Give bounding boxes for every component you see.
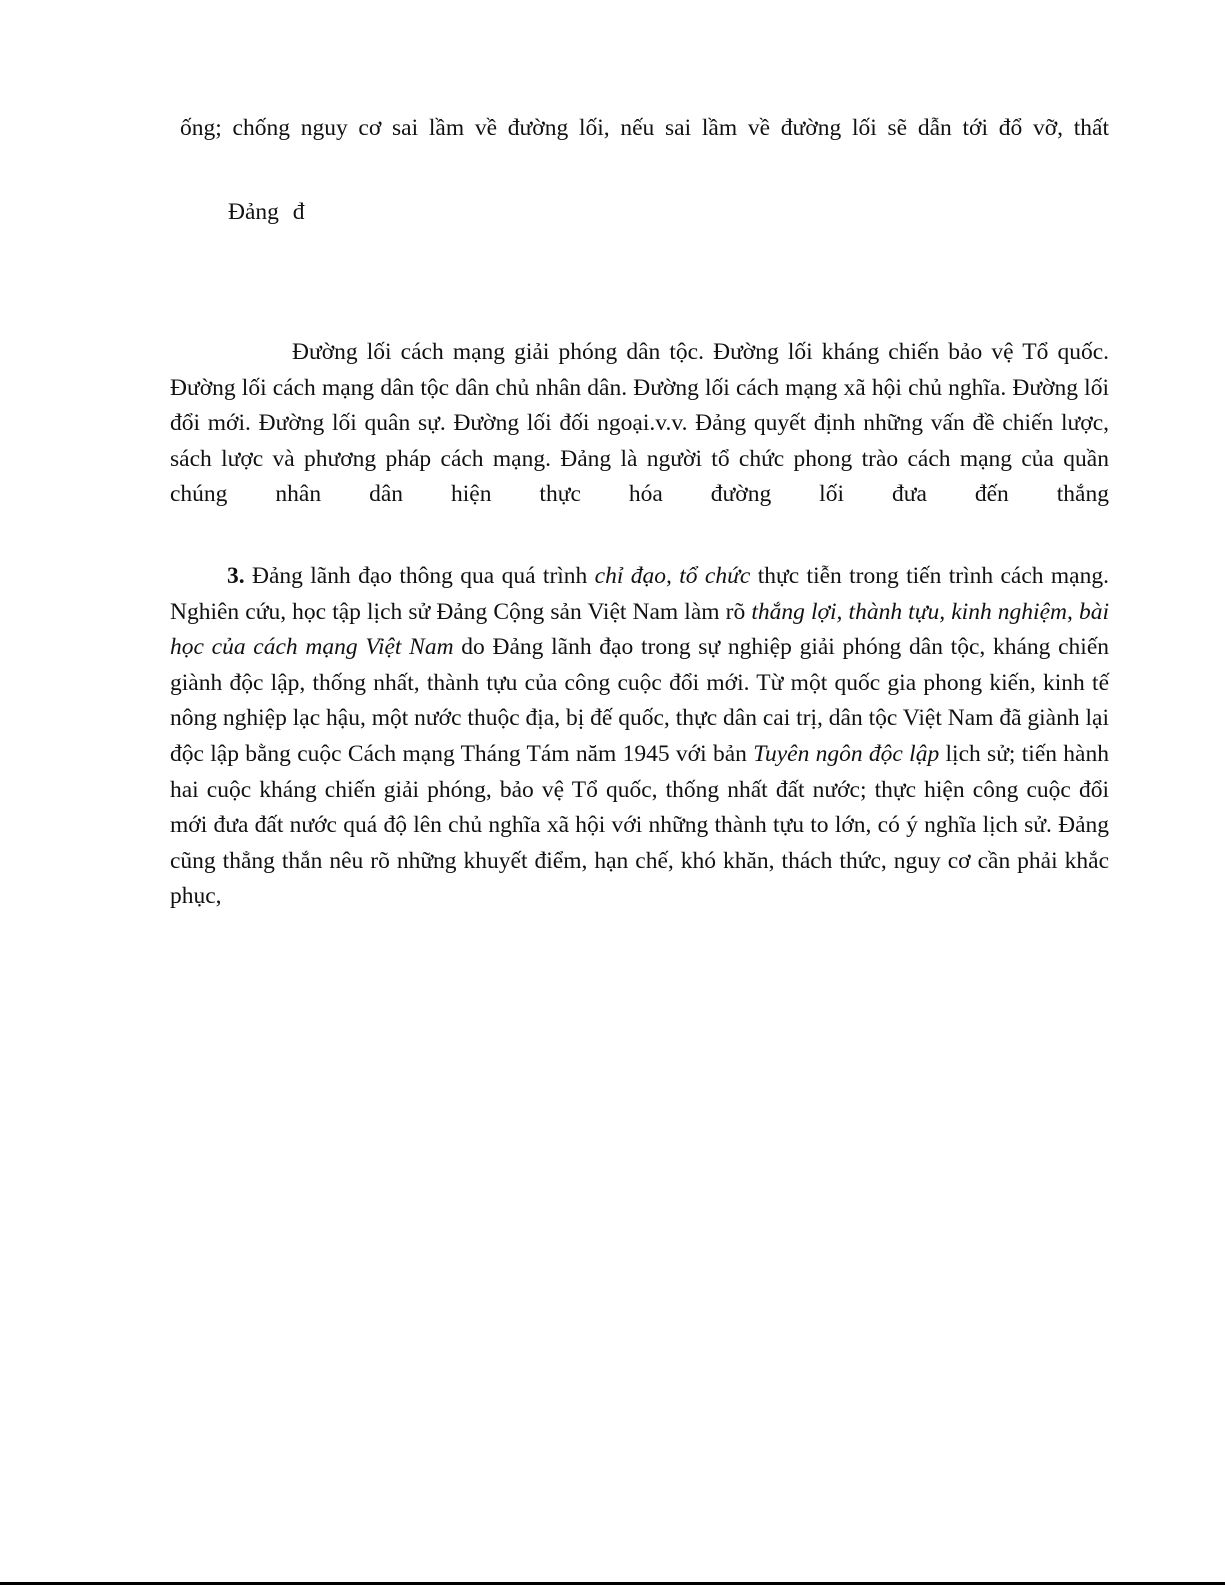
paragraph-body: Đường lối cách mạng giải phóng dân tộc. Đường lối kháng chiến bảo vệ Tổ quốc. Đường lối cách mạng dân tộc dân chủ nhân dân. Đường lối cách mạng xã hội chủ nghĩa. Đường lối đổi mới. Đường lối quân sự. Đường lối đối ngoại.v.v. Đảng quyết định những vấn đề chiến lược, sách lược và phương pháp cách mạng. Đảng là người tổ chức phong trào cách mạng của quần chúng nhân dân hiện thực hóa đường lối đưa đến thắng — [170, 339, 1109, 508]
paragraph-text — [170, 335, 1109, 513]
italic-phrase: thắng lợi, thành tựu, kinh nghiệm, bài học của cách mạng Việt Nam — [170, 598, 1109, 661]
italic-phrase: chỉ đạo, tổ chức — [594, 563, 751, 589]
text-fragment: Đảng đ — [228, 199, 305, 225]
text-line-top: ống; chống nguy cơ sai lầm về đường lối, nếu sai lầm về đường lối sẽ dẫn tới đổ vỡ, thất — [180, 115, 1109, 141]
section-number: 3. — [227, 563, 245, 589]
paragraph-segment: lịch sử; tiến hành hai cuộc kháng chiến giải phóng, bảo vệ Tổ quốc, thống nhất đất nước; thực hiện công cuộc đổi mới đưa đất nước quá độ lên chủ nghĩa xã hội với những thành tựu to lớn, có ý nghĩa lịch sử. Đảng cũng thẳng thắn nêu rõ những khuyết điểm, hạn chế, khó khăn, thách thức, nguy cơ cần phải khắc phục, — [170, 740, 1109, 910]
paragraph-party-lines — [170, 335, 1109, 513]
italic-phrase: Tuyên ngôn độc lập — [753, 740, 940, 767]
paragraph-segment: Đảng lãnh đạo thông qua quá trình — [244, 563, 595, 589]
paragraph-segment: thực tiễn trong tiến trình cách mạng. Nghiên cứu, học tập lịch sử Đảng Cộng sản Việt Nam làm rõ — [170, 563, 1109, 625]
paragraph-segment: do Đảng lãnh đạo trong sự nghiệp giải phóng dân tộc, kháng chiến giành độc lập, thống nhất, thành tựu của công cuộc đổi mới. Từ một quốc gia phong kiến, kinh tế nông nghiệp lạc hậu, một nước thuộc địa, bị đế quốc, thực dân cai trị, dân tộc Việt Nam đã giành lại độc lập bằng cuộc Cách mạng Tháng Tám năm 1945 với bản — [170, 634, 1110, 767]
paragraph-text — [170, 559, 1109, 915]
paragraph-leadership — [170, 559, 1109, 915]
